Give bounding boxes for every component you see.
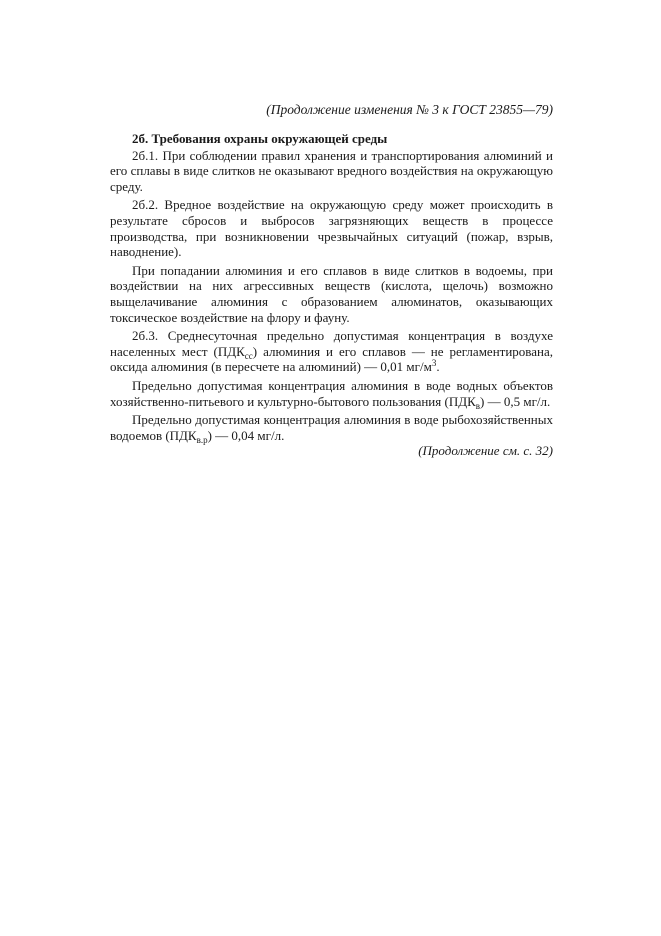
continuation-footer: (Продолжение см. с. 32) [418,443,553,459]
main-content [110,131,553,459]
continuation-header: (Продолжение изменения № 3 к ГОСТ 23855—79) [266,102,553,117]
paragraph-water-pdk [110,378,553,409]
paragraph-fishery-pdk [110,412,553,443]
paragraph-2b3 [110,328,553,375]
paragraph-fishery-pdk-text-b: ) — 0,04 мг/л. [207,427,285,443]
paragraph-2b2: 2б.2. Вредное воздействие на окружающую среду может происходить в результате сбросов и выбросов загрязняющих веществ в процессе производства, при возникновении чрезвычайных ситуаций (пожар, взрыв, наводнение). [110,197,553,260]
paragraph-2b3-text-a: 2б.3. Среднесуточная предельно допустимая концентрация в воздухе населенных мест (ПДК [110,328,553,359]
pdk-cc-subscript: сс [244,350,253,361]
paragraph-2b3-text-c: . [436,359,440,375]
paragraph-2b3-text-b: ) алюминия и его сплавов — не регламентирована, оксида алюминия (в пересчете на алюминий) — 0,01 мг/м [110,343,553,375]
paragraph-fishery-pdk-text-a: Предельно допустимая концентрация алюминия в воде рыбохозяйственных водоемов (ПДК [110,412,553,443]
pdk-vr-subscript: в.р [196,434,208,445]
pdk-v-subscript: в [475,400,481,411]
paragraph-water-pdk-text-b: ) — 0,5 мг/л. [480,393,551,409]
paragraph-2b1: 2б.1. При соблюдении правил хранения и транспортирования алюминий и его сплавы в виде слитков не оказывают вредного воздействия на окружающую среду. [110,147,553,194]
cubic-superscript: 3 [431,358,437,369]
paragraph-water-pdk-text-a: Предельно допустимая концентрация алюминия в воде водных объектов хозяйственно-питьевого и культурно-бытового пользования (ПДК [110,377,553,409]
paragraph-water-leaching: При попадании алюминия и его сплавов в виде слитков в водоемы, при воздействии на них агрессивных веществ (кислота, щелочь) возможно выщелачивание алюминия с образованием алюминатов, оказывающих токсическое воздействие на флору и фауну. [110,262,553,325]
section-title: 2б. Требования охраны окружающей среды [132,131,388,146]
